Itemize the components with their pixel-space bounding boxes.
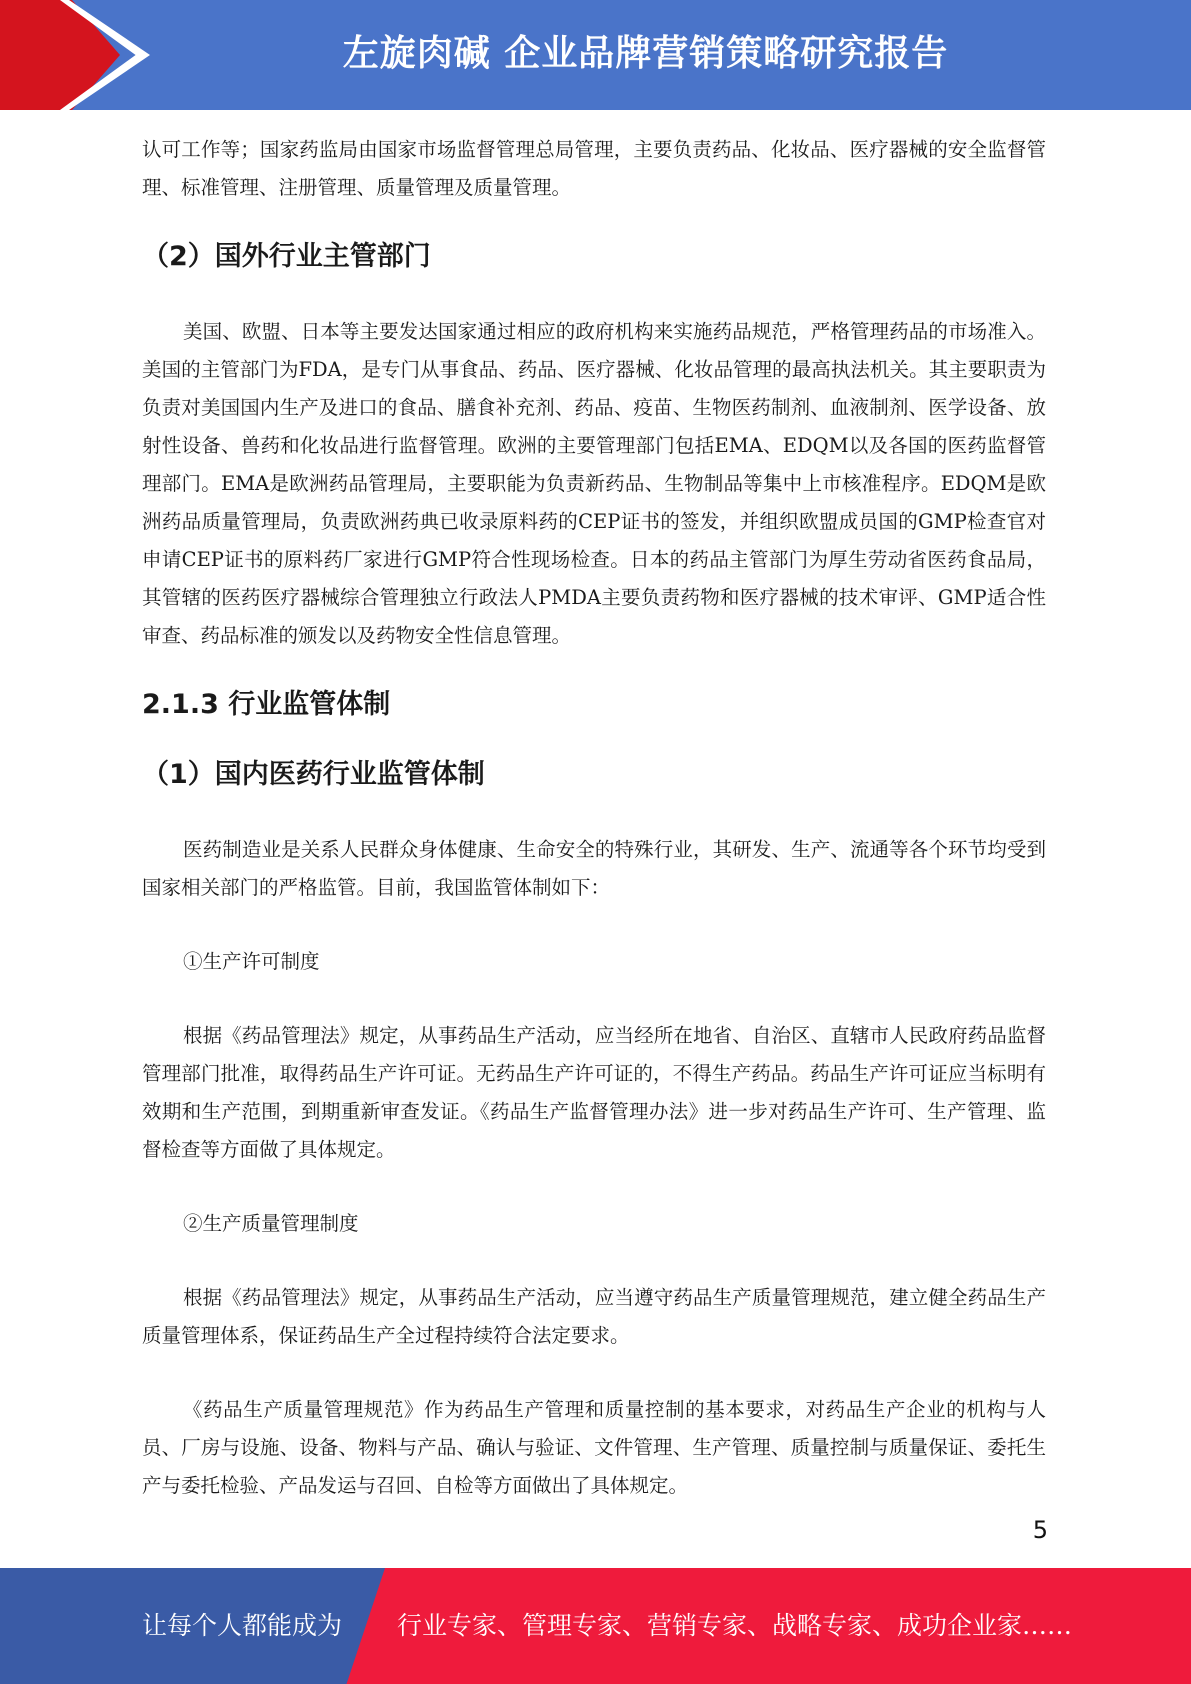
heading-domestic-regulation: （1）国内医药行业监管体制 [142,759,485,790]
paragraph-quality-management: 根据《药品管理法》规定，从事药品生产活动，应当遵守药品生产质量管理规范，建立健全药品生产质量管理体系，保证药品生产全过程持续符合法定要求。 [142,1286,1046,1347]
page-content [142,131,1046,1505]
paragraph-foreign-regulators: 美国、欧盟、日本等主要发达国家通过相应的政府机构来实施药品规范，严格管理药品的市场准入。美国的主管部门为FDA，是专门从事食品、药品、医疗器械、化妆品管理的最高执法机关。其主要职责为负责对美国国内生产及进口的食品、膳食补充剂、药品、疫苗、生物医药制剂、血液制剂、医学设备、放射性设备、兽药和化妆品进行监督管理。欧洲的主要管理部门包括EMA、EDQM以及各国的医药监督管理部门。EMA是欧洲药品管理局，主要职能为负责新药品、生物制品等集中上市核准程序。EDQM是欧洲药品质量管理局，负责欧洲药典已收录原料药的CEP证书的签发，并组织欧盟成员国的GMP检查官对申请CEP证书的原料药厂家进行GMP符合性现场检查。日本的药品主管部门为厚生劳动省医药食品局，其管辖的医药医疗器械综合管理独立行政法人PMDA主要负责药物和医疗器械的技术审评、GMP适合性审查、药品标准的颁发以及药物安全性信息管理。 [142,320,1046,647]
list-item-quality-management: ②生产质量管理制度 [183,1212,359,1235]
footer-slogan-right: 行业专家、管理专家、营销专家、战略专家、成功企业家…… [397,1611,1073,1640]
section-heading-2-1-3: 2.1.3 行业监管体制 [142,689,391,720]
paragraph-continued: 认可工作等；国家药监局由国家市场监督管理总局管理，主要负责药品、化妆品、医疗器械的安全监督管理、标准管理、注册管理、质量管理及质量管理。 [142,138,1046,199]
heading-foreign-authorities: （2）国外行业主管部门 [142,241,431,272]
header-red-arrow [0,0,120,110]
paragraph-regulation-intro: 医药制造业是关系人民群众身体健康、生命安全的特殊行业，其研发、生产、流通等各个环节均受到国家相关部门的严格监管。目前，我国监管体制如下： [142,838,1046,899]
paragraph-production-license: 根据《药品管理法》规定，从事药品生产活动，应当经所在地省、自治区、直辖市人民政府药品监督管理部门批准，取得药品生产许可证。无药品生产许可证的，不得生产药品。药品生产许可证应当标明有效期和生产范围，到期重新审查发证。《药品生产监督管理办法》进一步对药品生产许可、生产管理、监督检查等方面做了具体规定。 [142,1024,1046,1161]
page-footer [0,1568,1191,1684]
report-title: 左旋肉碱 企业品牌营销策略研究报告 [342,33,949,74]
paragraph-gmp-requirements: 《药品生产质量管理规范》作为药品生产管理和质量控制的基本要求，对药品生产企业的机构与人员、厂房与设施、设备、物料与产品、确认与验证、文件管理、生产管理、质量控制与质量保证、委托生产与委托检验、产品发运与召回、自检等方面做出了具体规定。 [142,1398,1046,1497]
footer-slogan-left: 让每个人都能成为 [142,1611,343,1640]
page-header [0,0,1191,110]
page-number: 5 [1032,1516,1048,1544]
list-item-production-license: ①生产许可制度 [183,950,320,973]
